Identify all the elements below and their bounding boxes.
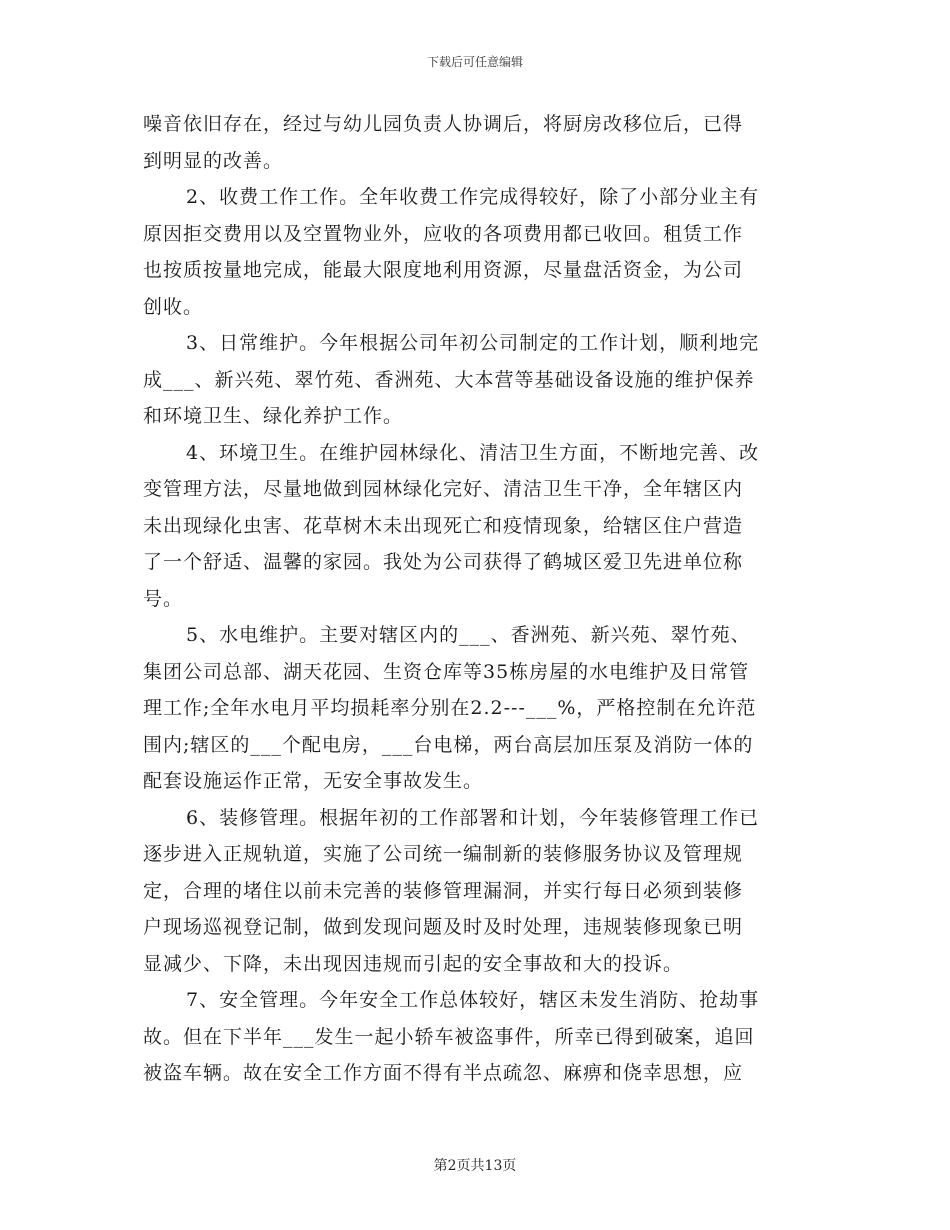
text-line: 变管理方法，尽量地做到园林绿化完好、清洁卫生干净，全年辖区内 [143,478,744,500]
paragraph-start-line: 6、装修管理。根据年初的工作部署和计划，今年装修管理工作已 [186,806,760,829]
text-line: 也按质按量地完成，能最大限度地利用资源，尽量盘活资金，为公司 [143,259,744,281]
page-header: 下载后可任意编辑 [426,55,523,69]
text-line: 故。但在下半年___发生一起小轿车被盗事件，所幸已得到破案，追回 [143,1025,755,1048]
text-line: 围内;辖区的___个配电房，___台电梯，两台高层加压泵及消防一体的 [143,733,754,756]
text-line: 显减少、下降，未出现因违规而引起的安全事故和大的投诉。 [143,952,684,975]
text-line: 噪音依旧存在，经过与幼儿园负责人协调后，将厨房改移位后，已得 [143,113,744,135]
page-number: 第2页共13页 [433,1158,517,1174]
text-line: 创收。 [143,295,204,318]
text-line: 和环境卫生、绿化养护工作。 [143,405,404,427]
text-line: 被盗车辆。故在安全工作方面不得有半点疏忽、麻痹和侥幸思想，应 [143,1062,744,1084]
document-body [143,106,813,1092]
paragraph-start-line: 4、环境卫生。在维护园林绿化、清洁卫生方面，不断地完善、改 [186,441,760,464]
text-line: 户现场巡视登记制，做到发现问题及时及时处理，违规装修现象已明 [143,916,744,938]
text-line: 集团公司总部、湖天花园、生资仓库等35栋房屋的水电维护及日常管 [143,660,750,683]
text-line: 定，合理的堵住以前未完善的装修管理漏洞，并实行每日必须到装修 [143,879,744,902]
text-line: 了一个舒适、温馨的家园。我处为公司获得了鹤城区爱卫先进单位称 [143,551,744,573]
text-line: 配套设施运作正常，无安全事故发生。 [143,770,484,792]
text-line: 到明显的改善。 [143,149,284,172]
text-line: 成___、新兴苑、翠竹苑、香洲苑、大本营等基础设备设施的维护保养 [143,368,755,391]
text-line: 原因拒交费用以及空置物业外，应收的各项费用都已收回。租赁工作 [143,222,744,245]
paragraph-start-line: 2、收费工作工作。全年收费工作完成得较好，除了小部分业主有 [186,186,760,208]
paragraph-start-line: 7、安全管理。今年安全工作总体较好，辖区未发生消防、抢劫事 [186,989,760,1011]
text-line: 未出现绿化虫害、花草树木未出现死亡和疫情现象，给辖区住户营造 [143,514,744,537]
paragraph-start-line: 5、水电维护。主要对辖区内的___、香洲苑、新兴苑、翠竹苑、 [186,624,751,646]
text-line: 理工作;全年水电月平均损耗率分别在2.2---___%，严格控制在允许范 [143,697,757,719]
text-line: 号。 [143,587,184,610]
text-line: 逐步进入正规轨道，实施了公司统一编制新的装修服务协议及管理规 [143,843,744,865]
paragraph-start-line: 3、日常维护。今年根据公司年初公司制定的工作计划，顺利地完 [186,332,760,354]
